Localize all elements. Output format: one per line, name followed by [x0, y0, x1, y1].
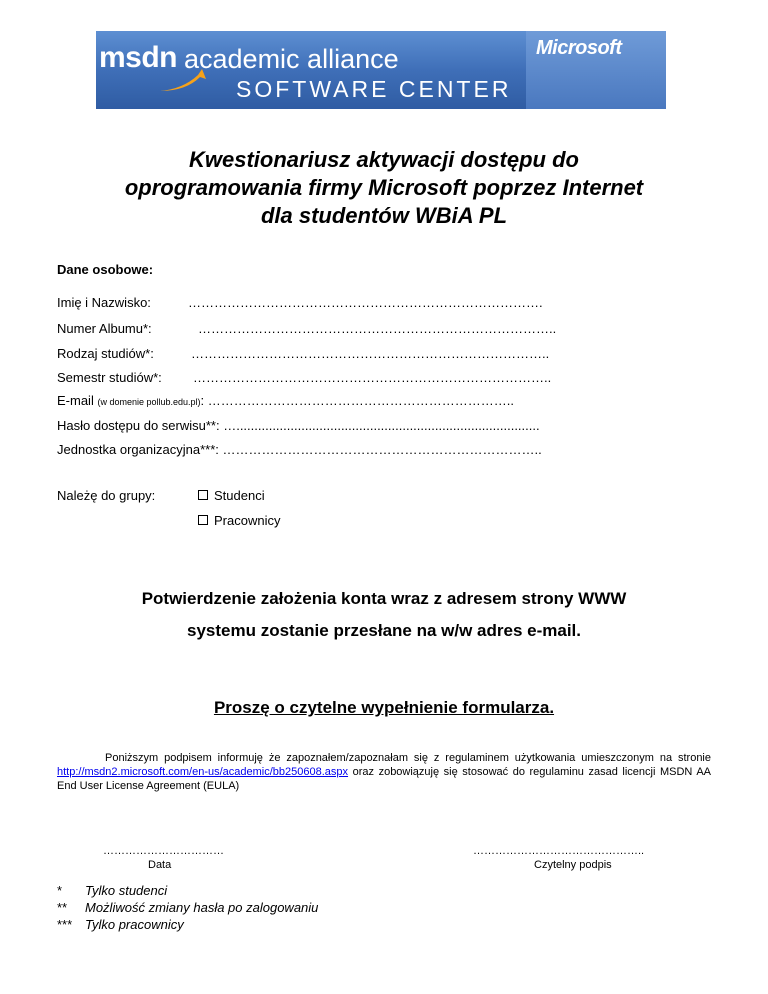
software-center-text: SOFTWARE CENTER	[236, 76, 512, 102]
footnote-text: Tylko studenci	[85, 883, 168, 898]
footnote	[57, 883, 167, 898]
msdn-logo-text: msdn	[99, 41, 178, 74]
personal-field[interactable]	[57, 295, 543, 310]
footnote-marker: **	[57, 900, 68, 915]
academic-alliance-text: academic alliance	[184, 44, 399, 74]
personal-field[interactable]	[57, 370, 552, 385]
footnote-marker: ***	[57, 917, 73, 932]
personal-field[interactable]	[57, 346, 550, 361]
field-fill-line[interactable]: ………………………………………………………………………..	[191, 346, 550, 361]
microsoft-logo-text: Microsoft	[536, 37, 622, 59]
date-line[interactable]: ……………………………	[103, 845, 224, 857]
checkbox-icon[interactable]	[198, 515, 208, 525]
field-label: Numer Albumu*:	[57, 321, 152, 336]
footnote	[57, 917, 184, 932]
personal-field[interactable]	[57, 321, 557, 336]
email-field[interactable]: E-mail (w domenie pollub.edu.pl): ……………………………………………………………..	[57, 393, 514, 408]
personal-data-heading: Dane osobowe:	[57, 262, 154, 277]
document-title: Kwestionariusz aktywacji dostępu do oprogramowania firmy Microsoft poprzez Internet dla studentów WBiA PL	[124, 147, 644, 228]
field-fill-line[interactable]: ………………………………………………………………………..	[193, 370, 552, 385]
msdn-banner	[96, 31, 666, 109]
date-label: Data	[148, 859, 172, 871]
fill-request: Proszę o czytelne wypełnienie formularza.	[213, 698, 555, 717]
field-label: Rodzaj studiów*:	[57, 346, 154, 361]
signature-label: Czytelny podpis	[534, 859, 612, 871]
consent-paragraph: Poniższym podpisem informuję że zapoznałem/zapoznałam się z regulaminem użytkowania umieszczonym na stronie http://msdn2.microsoft.com/en-us/academic/bb250608.aspx oraz zobowiązuję się stosować do regulaminu zasad licencji MSDN AA End User License Agreement (EULA)	[57, 752, 711, 792]
field-label: Semestr studiów*:	[57, 370, 162, 385]
field-fill-line[interactable]: ……………………………………………………………………….	[188, 295, 543, 310]
footnote	[57, 900, 318, 915]
option-students[interactable]: Studenci	[198, 488, 265, 503]
checkbox-icon[interactable]	[198, 490, 208, 500]
option-staff[interactable]: Pracownicy	[198, 513, 280, 528]
unit-field[interactable]: Jednostka organizacyjna***: ………………………………………………………………..	[57, 442, 542, 457]
confirmation-line-2: systemu zostanie przesłane na w/w adres e-mail.	[187, 621, 581, 640]
group-label: Należę do grupy:	[57, 488, 156, 503]
signature-line[interactable]: ………………………………………..	[473, 845, 645, 857]
footnote-marker: *	[57, 883, 63, 898]
confirmation-line-1: Potwierdzenie założenia konta wraz z adresem strony WWW	[141, 589, 627, 608]
password-field[interactable]: Hasło dostępu do serwisu**: …....................................................................................	[57, 418, 540, 433]
field-label: Imię i Nazwisko:	[57, 295, 151, 310]
field-fill-line[interactable]: ………………………………………………………………………..	[198, 321, 557, 336]
footnote-text: Tylko pracownicy	[85, 917, 184, 932]
regulations-link[interactable]: http://msdn2.microsoft.com/en-us/academic/bb250608.aspx	[57, 766, 349, 778]
footnote-text: Możliwość zmiany hasła po zalogowaniu	[85, 900, 319, 915]
